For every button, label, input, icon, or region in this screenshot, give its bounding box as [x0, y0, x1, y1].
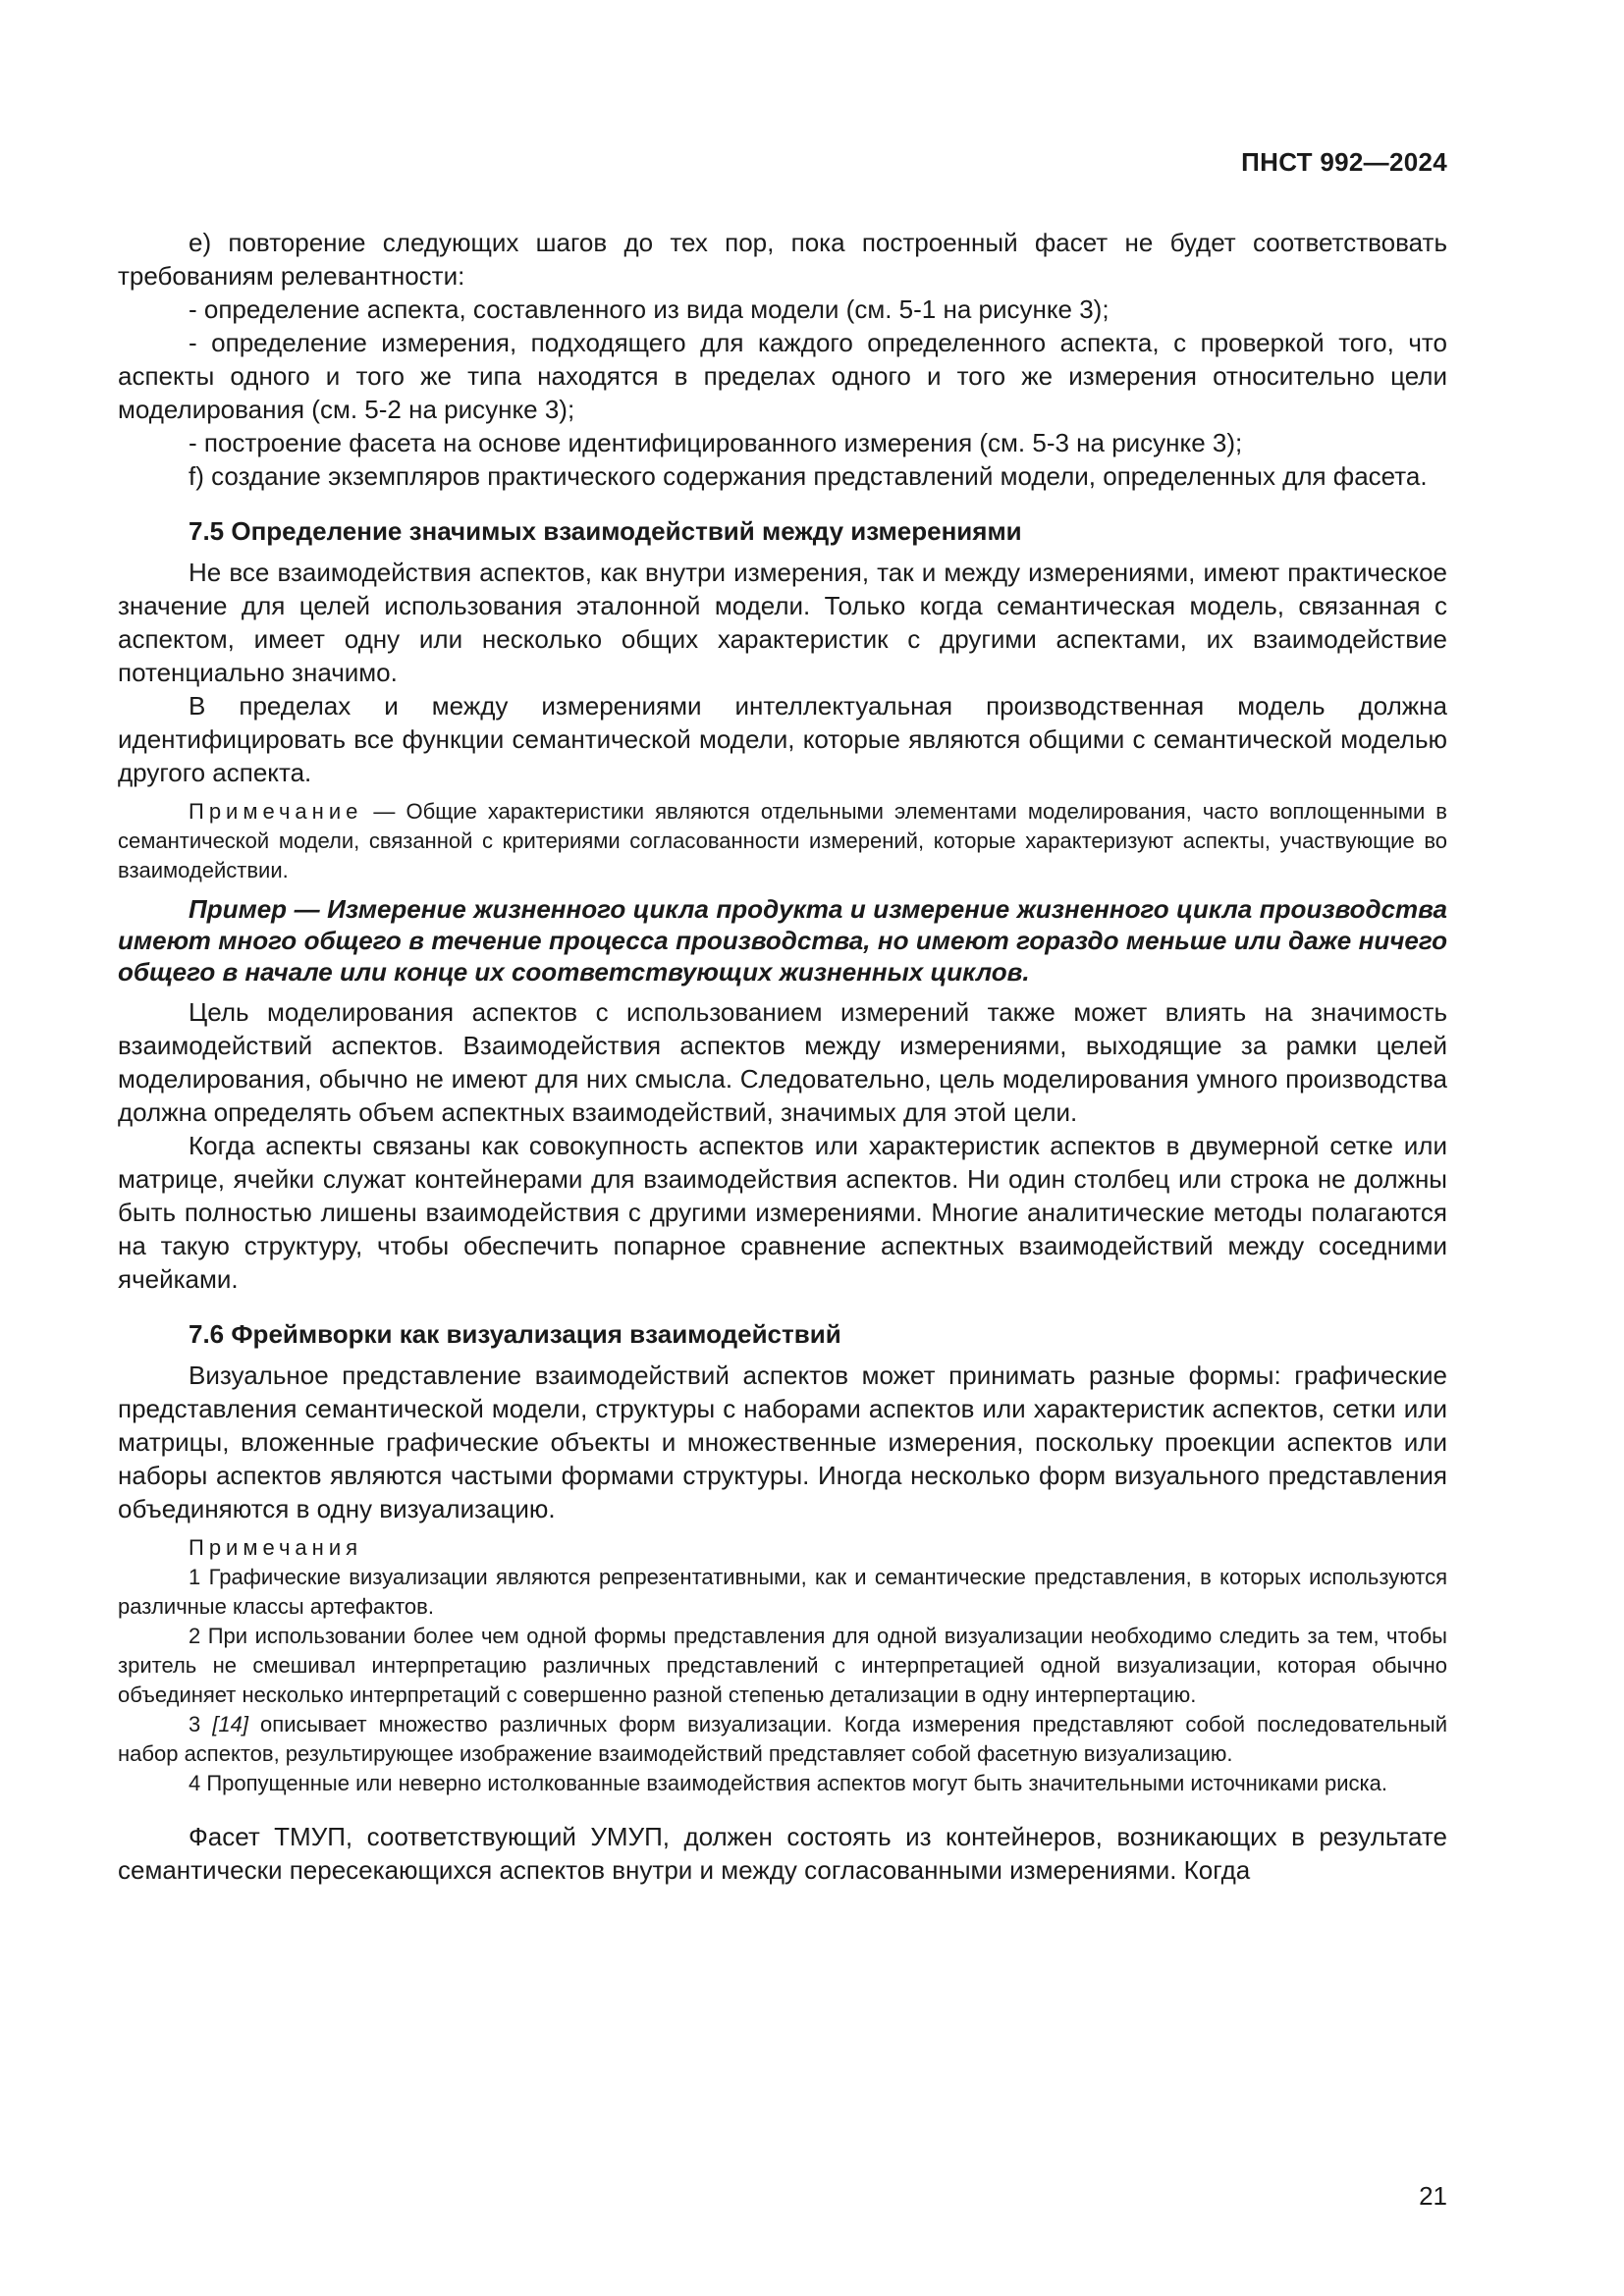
note	[118, 797, 1447, 885]
example: Пример — Измерение жизненного цикла продукта и измерение жизненного цикла производства имеют много общего в течение процесса производства, но имеют гораздо меньше или даже ничего общего в начале или конце их соответствующих жизненных циклов.	[118, 894, 1447, 987]
dash-item-1: - определение аспекта, составленного из вида модели (см. 5-1 на рисунке 3);	[189, 294, 1110, 324]
note-1: 1 Графические визуализации являются репрезентативными, как и семантические представления, в которых используются различные классы артефактов.	[118, 1565, 1447, 1619]
note-3-text: описывает множество различных форм визуализации. Когда измерения представляют собой последовательный набор аспектов, результирующее изображение взаимодействий представляет собой фасетную визуализацию.	[118, 1712, 1447, 1766]
paragraph: Фасет ТМУП, соответствующий УМУП, должен состоять из контейнеров, возникающих в результате семантически пересекающихся аспектов внутри и между согласованными измерениями. Когда	[118, 1822, 1447, 1885]
paragraph: Цель моделирования аспектов с использованием измерений также может влиять на значимость взаимодействий аспектов. Взаимодействия аспектов между измерениями, выходящие за рамки целей моделирования, обычно не имеют для них смысла. Следовательно, цель моделирования умного производства должна определять объем аспектных взаимодействий, значимых для этой цели.	[118, 997, 1447, 1127]
paragraph: В пределах и между измерениями интеллектуальная производственная модель должна идентифицировать все функции семантической модели, которые являются общими с семантической моделью другого аспекта.	[118, 691, 1447, 787]
dash-item-3: - построение фасета на основе идентифицированного измерения (см. 5-3 на рисунке 3);	[189, 428, 1243, 457]
section-heading-7-5: 7.5 Определение значимых взаимодействий между измерениями	[189, 516, 1022, 546]
list-item-e: е) повторение следующих шагов до тех пор, пока построенный фасет не будет соответствовать требованиям релевантности:	[118, 228, 1447, 291]
note-2: 2 При использовании более чем одной формы представления для одной визуализации необходимо следить за тем, чтобы зритель не смешивал интерпретацию различных представлений с интерпретацией одной визуализации, которая обычно объединяет несколько интерпретаций с совершенно разной степенью детализации в одну интерпертацию.	[118, 1624, 1447, 1707]
document-id: ПНСТ 992—2024	[1241, 147, 1447, 177]
note-label: Примечание	[189, 799, 363, 824]
reference-link: [14]	[212, 1712, 248, 1736]
dash-item-2: - определение измерения, подходящего для каждого определенного аспекта, с проверкой того, что аспекты одного и того же типа находятся в пределах одного и того же измерения относительно цели моделирования (см. 5-2 на рисунке 3);	[118, 328, 1447, 424]
note-text: — Общие характеристики являются отдельными элементами моделирования, часто воплощенными в семантической модели, связанной с критериями согласованности измерений, которые характеризуют аспекты, участвующие во взаимодействии.	[118, 799, 1447, 882]
paragraph: Не все взаимодействия аспектов, как внутри измерения, так и между измерениями, имеют практическое значение для целей использования эталонной модели. Только когда семантическая модель, связанная с аспектом, имеет одну или несколько общих характеристик с другими аспектами, их взаимодействие потенциально значимо.	[118, 558, 1447, 687]
notes-title: Примечания	[189, 1535, 363, 1560]
note-3-number: 3	[189, 1712, 213, 1736]
document-body	[118, 226, 1447, 1887]
paragraph: Когда аспекты связаны как совокупность аспектов или характеристик аспектов в двумерной сетке или матрице, ячейки служат контейнерами для взаимодействия аспектов. Ни один столбец или строка не должны быть полностью лишены взаимодействия с другими измерениями. Многие аналитические методы полагаются на такую структуру, чтобы обеспечить попарное сравнение аспектных взаимодействий между соседними ячейками.	[118, 1131, 1447, 1294]
list-item-f: f) создание экземпляров практического содержания представлений модели, определенных для фасета.	[189, 461, 1428, 491]
note-3	[118, 1710, 1447, 1769]
paragraph: Визуальное представление взаимодействий аспектов может принимать разные формы: графические представления семантической модели, структуры с наборами аспектов или характеристик аспектов, сетки или матрицы, вложенные графические объекты и множественные измерения, поскольку проекции аспектов или наборы аспектов являются частыми формами структуры. Иногда несколько форм визуального представления объединяются в одну визуализацию.	[118, 1361, 1447, 1523]
section-heading-7-6: 7.6 Фреймворки как визуализация взаимодействий	[189, 1319, 841, 1349]
page-number: 21	[1419, 2181, 1447, 2211]
note-4: 4 Пропущенные или неверно истолкованные взаимодействия аспектов могут быть значительными источниками риска.	[189, 1771, 1387, 1795]
